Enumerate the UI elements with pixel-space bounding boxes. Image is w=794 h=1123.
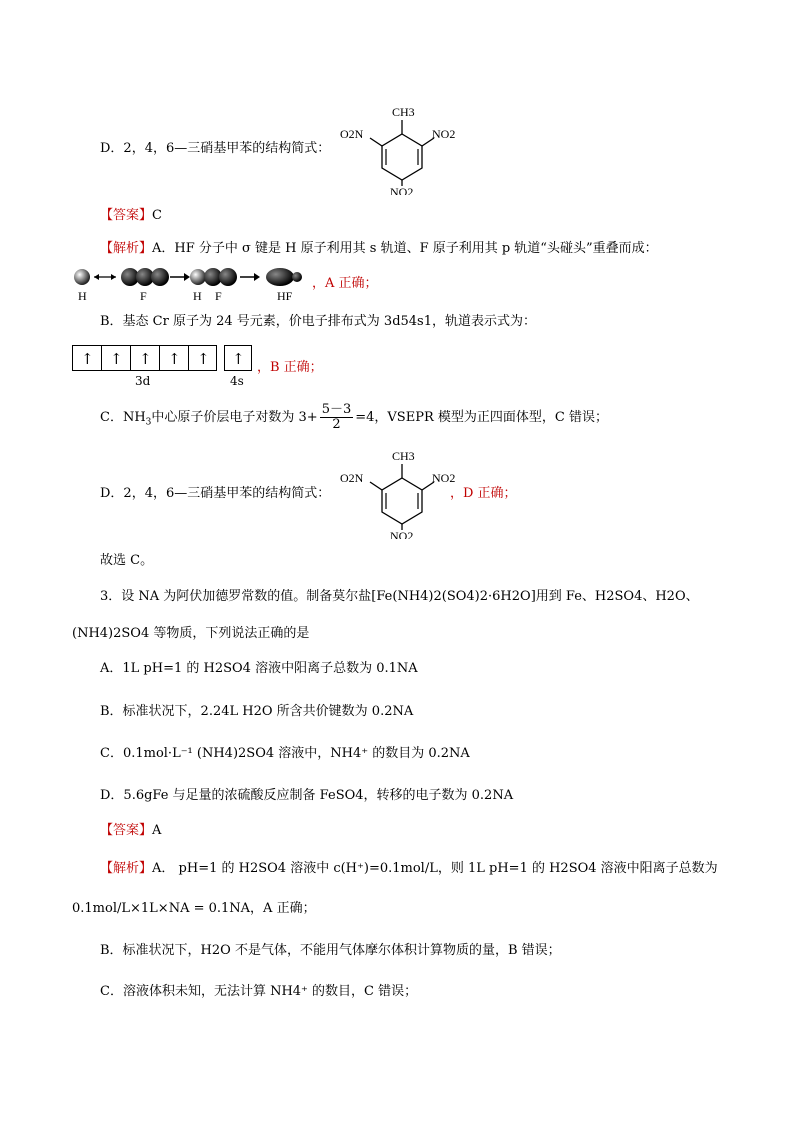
orbital-arrow-6: ↑ bbox=[232, 350, 245, 368]
answer-label: 【答案】 bbox=[100, 208, 153, 223]
q3-option-c: C．0.1mol·L⁻¹ (NH4)2SO4 溶液中，NH4⁺ 的数目为 0.2NA bbox=[100, 746, 470, 761]
q3-option-d: D．5.6gFe 与足量的浓硫酸反应制备 FeSO4，转移的电子数为 0.2NA bbox=[100, 788, 514, 803]
orbital-3d-label: 3d bbox=[135, 374, 151, 387]
analysis-a-text: A．HF 分子中 σ 键是 H 原子利用其 s 轨道、F 原子利用其 p 轨道“头碰头”重叠而成： bbox=[152, 241, 658, 256]
q3-stem-line1: 3．设 NA 为阿伏加德罗常数的值。制备莫尔盐[Fe(NH4)2(SO4)2·6H2O]用到 Fe、H2SO4、H2O、 bbox=[100, 589, 699, 604]
orbital-4s-label: 4s bbox=[230, 374, 244, 387]
c-mid: 中心原子价层电子对数为 3+ bbox=[151, 410, 318, 425]
orbital-arrow-2: ↑ bbox=[110, 350, 123, 368]
c-suffix: =4，VSEPR 模型为正四面体型，C 错误； bbox=[355, 410, 608, 425]
q3-analysis-a1-text: A． pH=1 的 H2SO4 溶液中 c(H⁺)=0.1mol/L，则 1L pH=1 的 H2SO4 溶液中阳离子总数为 bbox=[152, 861, 718, 876]
label-f1: F bbox=[140, 289, 147, 303]
no2-bottom-label-2: NO2 bbox=[390, 529, 414, 539]
nh3-text: C．NH bbox=[100, 410, 146, 425]
d-correct-text: ，D 正确； bbox=[450, 486, 517, 501]
q2-analysis-b: B．基态 Cr 原子为 24 号元素，价电子排布式为 3d54s1，轨道表示式为： bbox=[100, 314, 536, 329]
q2-conclusion: 故选 C。 bbox=[100, 553, 154, 568]
q3-analysis-c: C．溶液体积未知，无法计算 NH4⁺ 的数目，C 错误； bbox=[100, 984, 418, 999]
analysis-label: 【解析】 bbox=[100, 241, 153, 256]
label-hf: HF bbox=[277, 289, 293, 303]
q2-option-d: D．2，4，6—三硝基甲苯的结构简式： bbox=[100, 141, 331, 156]
fraction bbox=[320, 403, 354, 432]
ch3-label: CH3 bbox=[392, 105, 415, 119]
orbital-diagram bbox=[72, 345, 257, 391]
label-h2: H bbox=[193, 289, 202, 303]
orbital-arrow-5: ↑ bbox=[197, 350, 210, 368]
fraction-num: 5－3 bbox=[321, 402, 352, 417]
no2-right-label-2: NO2 bbox=[432, 471, 456, 485]
q3-option-b: B．标准状况下，2.24L H2O 所含共价键数为 0.2NA bbox=[100, 704, 414, 719]
q3-stem-line2: (NH4)2SO4 等物质，下列说法正确的是 bbox=[72, 626, 310, 641]
q3-analysis-a1 bbox=[100, 860, 718, 878]
q3-analysis-b: B．标准状况下，H2O 不是气体，不能用气体摩尔体积计算物质的量，B 错误； bbox=[100, 943, 561, 958]
orbital-arrow-3: ↑ bbox=[139, 350, 152, 368]
nh3-sub: 3 bbox=[145, 417, 152, 428]
label-h1: H bbox=[78, 289, 87, 303]
q3-analysis-label: 【解析】 bbox=[100, 861, 153, 876]
label-f2: F bbox=[215, 289, 222, 303]
trinitrotoluene-structure-top bbox=[340, 100, 470, 199]
o2n-label: O2N bbox=[340, 127, 364, 141]
orbital-arrow-4: ↑ bbox=[168, 350, 181, 368]
answer-value: C bbox=[152, 208, 162, 223]
o2n-label-2: O2N bbox=[340, 471, 364, 485]
no2-right-label: NO2 bbox=[432, 127, 456, 141]
orbital-arrow-1: ↑ bbox=[81, 350, 94, 368]
ch3-label-2: CH3 bbox=[392, 449, 415, 463]
q3-option-a: A．1L pH=1 的 H2SO4 溶液中阳离子总数为 0.1NA bbox=[100, 661, 418, 676]
q3-answer-value: A bbox=[152, 823, 162, 838]
q2-analysis-c bbox=[100, 400, 608, 441]
fraction-den: 2 bbox=[332, 417, 341, 432]
q3-answer-label: 【答案】 bbox=[100, 823, 153, 838]
q3-answer bbox=[100, 822, 161, 840]
hf-overlap-diagram bbox=[72, 264, 322, 308]
q2-answer bbox=[100, 207, 162, 225]
q3-analysis-a2: 0.1mol/L×1L×NA = 0.1NA，A 正确； bbox=[72, 901, 316, 916]
a-correct-text: ，A 正确； bbox=[312, 276, 378, 291]
b-correct-text: ，B 正确； bbox=[257, 360, 323, 375]
q2-analysis-a bbox=[100, 240, 658, 258]
no2-bottom-label: NO2 bbox=[390, 185, 414, 195]
q2-analysis-d: D．2，4，6—三硝基甲苯的结构简式： bbox=[100, 486, 331, 501]
